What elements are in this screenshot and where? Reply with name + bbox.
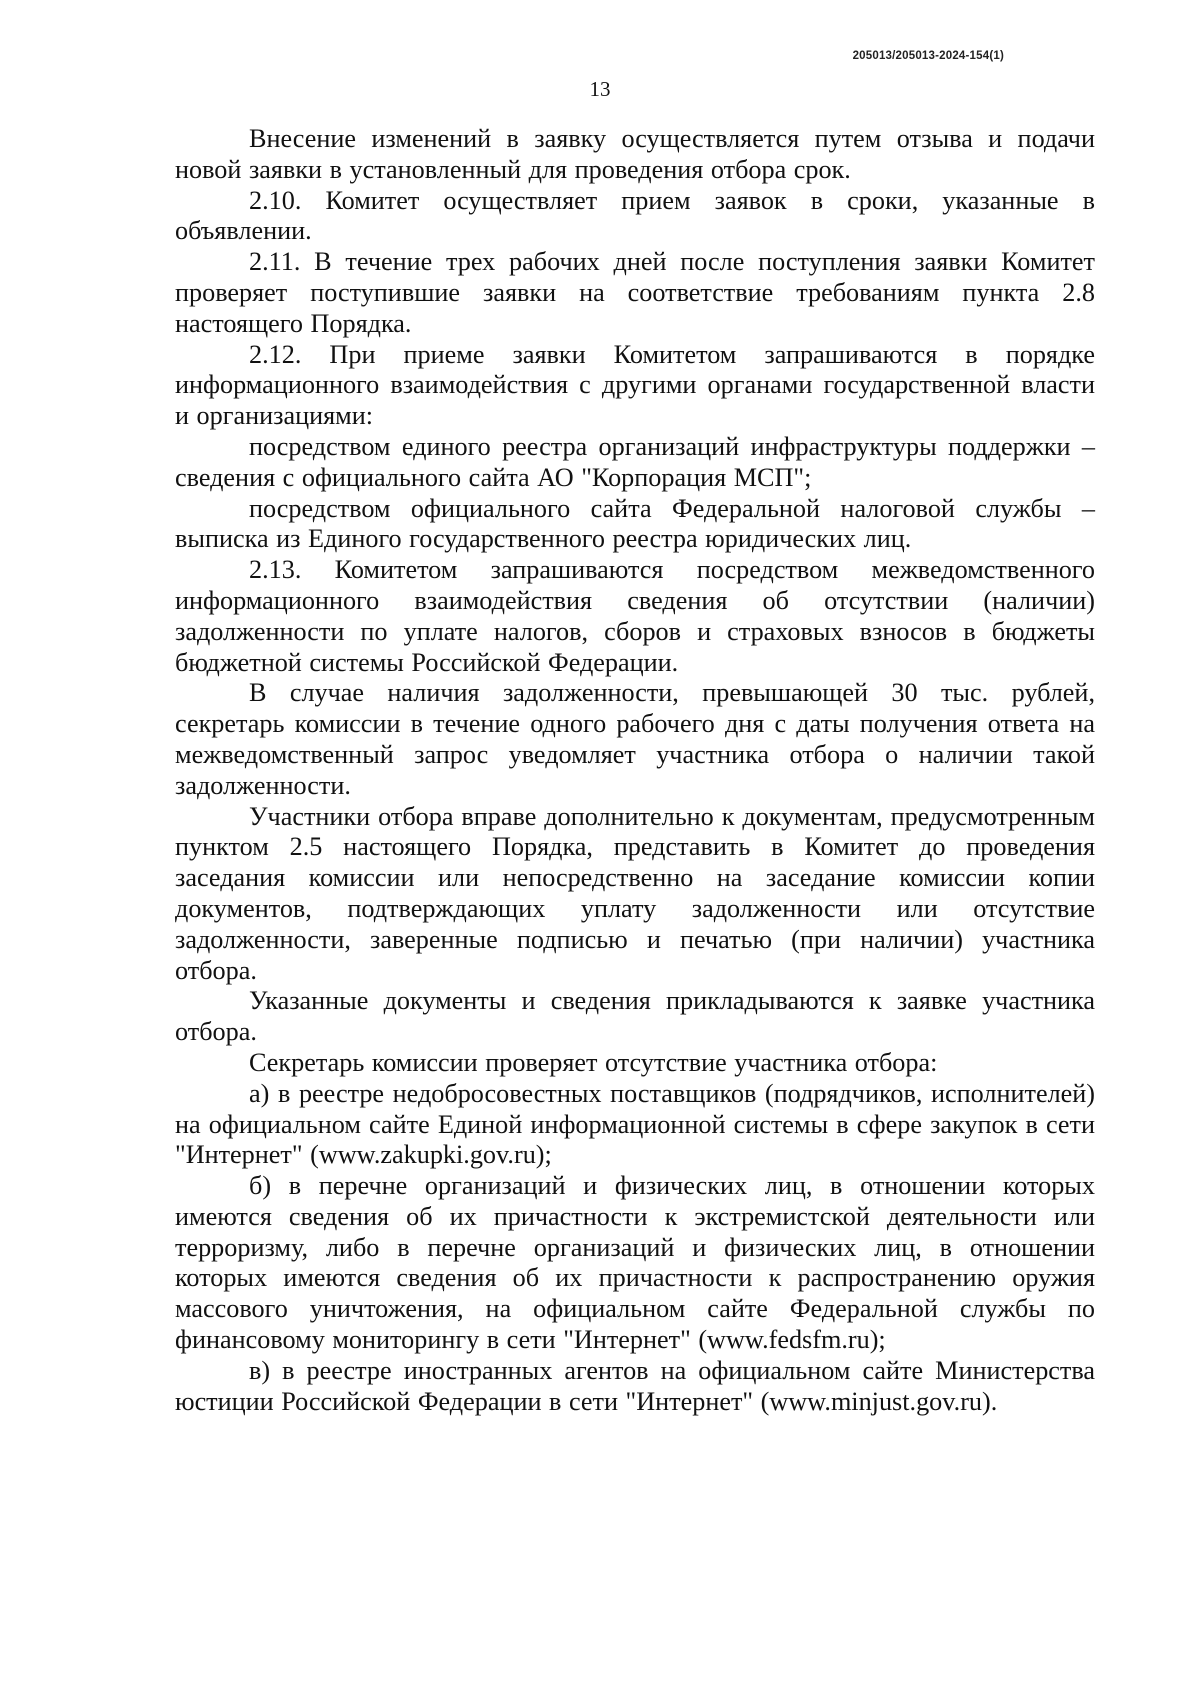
paragraph-2-12: 2.12. При приеме заявки Комитетом запрашиваются в порядке информационного взаимодействия с другими органами государственной власти и организациями: (175, 339, 1095, 431)
list-item-b-extremism-list: б) в перечне организаций и физических лиц, в отношении которых имеются сведения об их причастности к экстремистской деятельности или терроризму, либо в перечне организаций и физических лиц, в отношении которых имеются сведения об их причастности к распространению оружия массового уничтожения, на официальном сайте Федеральной службы по финансовому мониторингу в сети "Интернет" (www.fedsfm.ru); (175, 1171, 1095, 1355)
paragraph-secretary-checks: Секретарь комиссии проверяет отсутствие участника отбора: (249, 1047, 938, 1077)
paragraph-debt-notification: В случае наличия задолженности, превышающей 30 тыс. рублей, секретарь комиссии в течение одного рабочего дня с даты получения ответа на межведомственный запрос уведомляет участника отбора о наличии такой задолженности. (175, 678, 1095, 800)
paragraph-2-11: 2.11. В течение трех рабочих дней после поступления заявки Комитет проверяет поступившие заявки на соответствие требованиям пункта 2.8 настоящего Порядка. (175, 247, 1095, 338)
paragraph-2-13: 2.13. Комитетом запрашиваются посредством межведомственного информационного взаимодействия сведения об отсутствии (наличии) задолженности по уплате налогов, сборов и страховых взносов в бюджеты бюджетной системы Российской Федерации. (175, 555, 1095, 677)
paragraph-documents-attached: Указанные документы и сведения прикладываются к заявке участника отбора. (175, 986, 1095, 1047)
paragraph-additional-documents: Участники отбора вправе дополнительно к документам, предусмотренным пунктом 2.5 настоящего Порядка, представить в Комитет до проведения заседания комиссии или непосредственно на заседание комиссии копии документов, подтверждающих уплату задолженности или отсутствие задолженности, заверенные подписью и печатью (при наличии) участника отбора. (175, 801, 1095, 985)
list-item-a-suppliers-registry: а) в реестре недобросовестных поставщиков (подрядчиков, исполнителей) на официальном сайте Единой информационной системы в сфере закупок в сети "Интернет" (www.zakupki.gov.ru); (175, 1078, 1095, 1170)
paragraph-tax-service-extract: посредством официального сайта Федеральной налоговой службы – выписка из Единого государственного реестра юридических лиц. (175, 493, 1095, 554)
document-registration-number: 205013/205013-2024-154(1) (852, 50, 1004, 62)
paragraph-application-changes: Внесение изменений в заявку осуществляется путем отзыва и подачи новой заявки в установленный для проведения отбора срок. (175, 124, 1095, 184)
document-body (175, 124, 1095, 1417)
paragraph-infrastructure-registry: посредством единого реестра организаций инфраструктуры поддержки – сведения с официального сайта АО "Корпорация МСП"; (175, 431, 1095, 492)
list-item-c-foreign-agents-registry: в) в реестре иностранных агентов на официальном сайте Министерства юстиции Российской Федерации в сети "Интернет" (www.minjust.gov.ru). (175, 1355, 1095, 1416)
page-number: 13 (589, 77, 611, 101)
paragraph-2-10: 2.10. Комитет осуществляет прием заявок в сроки, указанные в объявлении. (175, 185, 1095, 246)
